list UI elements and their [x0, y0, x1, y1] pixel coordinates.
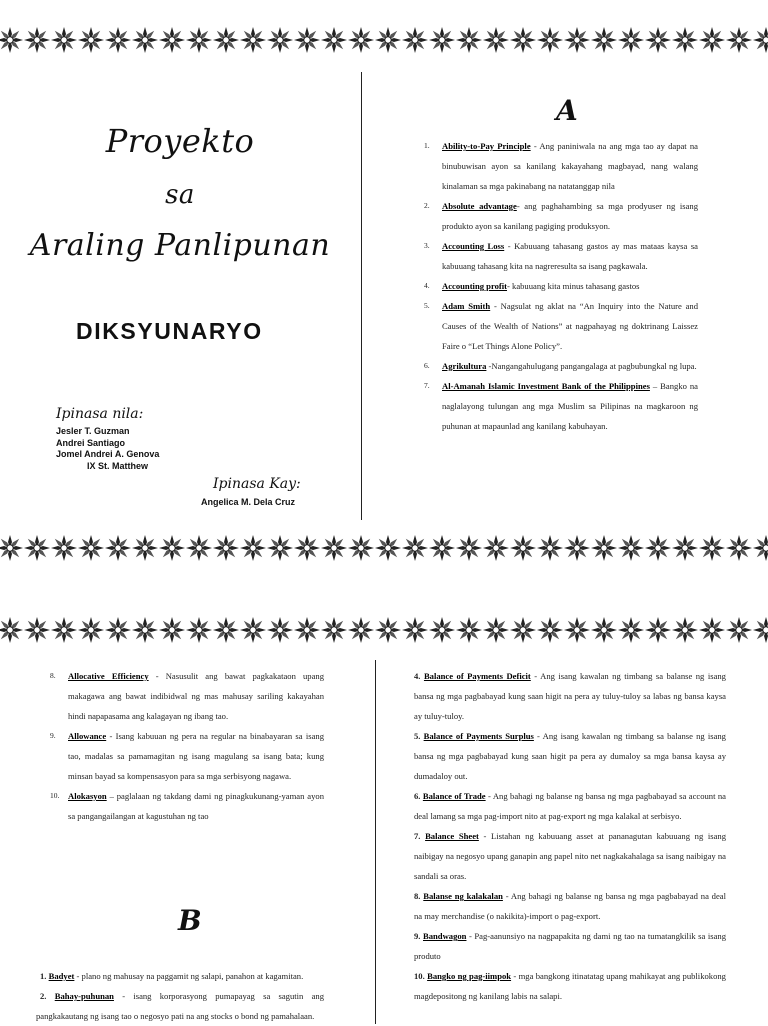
entry-term: Accounting Loss — [442, 241, 505, 251]
entry-definition: - plano ng mahusay na paggamit ng salapi, panahon at kagamitan. — [74, 971, 304, 981]
dictionary-entry — [414, 666, 726, 726]
entries-list-b — [36, 966, 324, 1026]
entry-body — [442, 136, 698, 196]
ornament-border-page2-top — [0, 612, 768, 648]
dictionary-entry — [424, 276, 698, 296]
document-subtitle: DIKSYUNARYO — [76, 318, 263, 344]
authors-list — [56, 426, 159, 472]
submitted-by-label: Ipinasa nila: — [56, 406, 144, 422]
entry-term: Badyet — [48, 971, 75, 981]
section-name: IX St. Matthew — [87, 460, 149, 471]
author-name: Jomel Andrei A. Genova — [56, 449, 160, 460]
page2-column-divider — [375, 660, 376, 1024]
dictionary-entry — [424, 296, 698, 356]
entry-number: 10. — [50, 791, 60, 800]
entry-body — [68, 666, 324, 726]
entry-definition: - Ang isang kawalan ng timbang sa balanse ng isang bansa ng mga pagbabayad kung saan higit na pera ay tuluy-tuloy sa labas ng bansa kaysa ay tuluy-tuloy. — [414, 671, 726, 721]
entry-number: 7. — [424, 381, 430, 390]
title-line-2: sa — [165, 180, 195, 210]
entry-number: 3. — [424, 241, 430, 250]
entry-definition: - Ang bahagi ng balanse ng bansa ng mga pagbabayad sa account na deal lamang sa mga pag-import nito at pag-export ng mga kalakal at serbisyo. — [414, 791, 726, 821]
author-name: Andrei Santiago — [56, 437, 126, 448]
teacher-name: Angelica M. Dela Cruz — [201, 497, 296, 507]
entries-list-a — [424, 136, 698, 436]
entry-definition: - Kabuuang tahasang gastos ay mas mataas kaysa sa kabuuang tahasang kita na nagreresulta sa isang pagkawala. — [442, 241, 698, 271]
entry-term: Balance of Payments Deficit — [423, 671, 531, 681]
entry-term: Balance of Payments Surplus — [423, 731, 534, 741]
entry-definition: - Listahan ng kabuuang asset at pananagutan kabuuang ng isang naibigay na negosyo upang ganapin ang papel nito net nagkakahalaga sa isang naibigay na sandali sa oras. — [414, 831, 726, 881]
entry-body — [414, 786, 726, 826]
entry-body — [414, 666, 726, 726]
ornament-border-top — [0, 22, 768, 58]
entries-list-a-continued — [50, 666, 324, 826]
dictionary-entry — [50, 786, 324, 826]
title-line-1: Proyekto — [105, 122, 255, 160]
entry-body — [442, 296, 698, 356]
entry-number: 5. — [414, 731, 421, 741]
entry-body — [414, 926, 726, 966]
page1-column-divider — [361, 72, 362, 520]
entry-term: Bangko ng pag-iimpok — [427, 971, 512, 981]
author-name: Jesler T. Guzman — [56, 426, 130, 436]
dictionary-entry — [424, 196, 698, 236]
entry-definition: - mga bangkong itinatatag upang mahikayat ang publikokong magdepositong ng kanilang labis na salapi. — [414, 971, 726, 1001]
entry-number: 8. — [414, 891, 421, 901]
entry-number: 9. — [50, 731, 56, 740]
dictionary-entry — [414, 826, 726, 886]
entry-definition: - Ang bahagi ng balanse ng bansa ng mga pagbabayad na deal na may merchandise (o nakikita)-import o pag-export. — [414, 891, 726, 921]
entry-term: Alokasyon — [68, 791, 107, 801]
entry-number: 6. — [414, 791, 421, 801]
entry-number: 6. — [424, 361, 430, 370]
entry-number: 1. — [40, 971, 47, 981]
entry-term: Bandwagon — [423, 931, 467, 941]
entry-body — [442, 376, 698, 436]
dictionary-entry — [424, 356, 698, 376]
entry-body — [68, 786, 324, 826]
entry-term: Allowance — [68, 731, 107, 741]
entry-body — [68, 726, 324, 786]
entry-definition: - Isang kabuuan ng pera na regular na binabayaran sa isang tao, madalas sa pamamagitan ng isang magulang sa isang bata; kung minsan bayad sa kompensasyon para sa mga serbisyong nagawa. — [68, 731, 324, 781]
entry-body — [414, 886, 726, 926]
entry-number: 4. — [424, 281, 430, 290]
dictionary-entry — [424, 376, 698, 436]
entry-body — [414, 966, 726, 1006]
entry-term: Balanse ng kalakalan — [423, 891, 503, 901]
entry-term: Balance of Trade — [422, 791, 486, 801]
entry-definition: - Nagsulat ng aklat na “An Inquiry into the Nature and Causes of the Wealth of Nations” at nagpahayag ng doktrinang Laissez Faire o “Let Things Alone Policy”. — [442, 301, 698, 351]
entry-number: 9. — [414, 931, 421, 941]
dictionary-entry — [414, 966, 726, 1006]
dictionary-entry — [424, 136, 698, 196]
entry-body — [442, 236, 698, 276]
dictionary-entry — [414, 726, 726, 786]
entry-definition: - Ang isang kawalan ng timbang sa balanse ng isang bansa ng mga pagbabayad kung saan higit pa pera ay dumaloy sa mga bansa kaysa ay dumadaloy out. — [414, 731, 726, 781]
entry-definition: – Bangko na naglalayong tulungan ang mga Muslim sa Pilipinas na magkaroon ng puhunan at mapaunlad ang kanilang kabuhayan. — [442, 381, 698, 431]
dictionary-entry — [414, 926, 726, 966]
section-letter-b: B — [178, 904, 202, 937]
entry-number: 7. — [414, 831, 421, 841]
entry-term: Absolute advantage — [442, 201, 517, 211]
entry-term: Accounting profit — [442, 281, 508, 291]
entry-body — [442, 356, 698, 376]
entry-term: Agrikultura — [442, 361, 487, 371]
entry-term: Balance Sheet — [425, 831, 479, 841]
entry-definition: - ang paghahambing sa mga prodyuser ng isang produkto ayon sa kanilang pagiging produksyon. — [442, 201, 698, 231]
entry-number: 10. — [414, 971, 425, 981]
entry-number: 2. — [424, 201, 430, 210]
entry-term: Bahay-puhunan — [54, 991, 114, 1001]
entry-definition: - isang korporasyong pumapayag sa sagutin ang pangkakautang ng isang tao o negosyo pati na ang stocks o bond ng pamahalaan. — [36, 991, 324, 1021]
entry-term: Adam Smith — [442, 301, 491, 311]
ornament-border-page1-bottom — [0, 530, 768, 566]
section-letter-a: A — [556, 94, 578, 127]
dictionary-entry — [414, 886, 726, 926]
submitted-to-label: Ipinasa Kay: — [213, 476, 301, 492]
entry-definition: - Nasusulit ang bawat pagkakataon upang makagawa ang bawat indibidwal ng mas mahusay sariling kakayahan hindi napapasama ang kalagayan ng ibang tao. — [68, 671, 324, 721]
entry-body — [414, 726, 726, 786]
entry-body — [414, 826, 726, 886]
entry-body — [442, 196, 698, 236]
entry-body — [36, 966, 324, 986]
entries-list-b-continued — [414, 666, 726, 1006]
entry-definition: -Nangangahulugang pangangalaga at pagbubungkal ng lupa. — [486, 361, 697, 371]
dictionary-entry — [50, 666, 324, 726]
entry-term: Al-Amanah Islamic Investment Bank of the Philippines — [442, 381, 650, 391]
entry-body — [36, 986, 324, 1026]
entry-definition: - Ang paniniwala na ang mga tao ay dapat na binubuwisan ayon sa kanilang kakayahang magbayad, nang walang kinalaman sa mga pakinabang na natatanggap nila — [442, 141, 698, 191]
dictionary-entry — [414, 786, 726, 826]
dictionary-entry — [36, 966, 324, 986]
entry-number: 8. — [50, 671, 56, 680]
entry-term: Allocative Efficiency — [68, 671, 149, 681]
dictionary-entry — [36, 986, 324, 1026]
entry-definition: - kabuuang kita minus tahasang gastos — [507, 281, 640, 291]
entry-body — [442, 276, 698, 296]
dictionary-entry — [424, 236, 698, 276]
entry-definition: - Pag-aanunsiyo na nagpapakita ng dami ng tao na tumatangkilik sa isang produto — [414, 931, 726, 961]
entry-number: 2. — [40, 991, 47, 1001]
entry-term: Ability-to-Pay Principle — [442, 141, 531, 151]
dictionary-entry — [50, 726, 324, 786]
entry-number: 1. — [424, 141, 430, 150]
entry-number: 5. — [424, 301, 430, 310]
entry-definition: – paglalaan ng takdang dami ng pinagkukunang-yaman ayon sa pangangailangan at kagustuhan ng tao — [68, 791, 324, 821]
entry-number: 4. — [414, 671, 421, 681]
title-line-3: Araling Panlipunan — [29, 228, 331, 263]
